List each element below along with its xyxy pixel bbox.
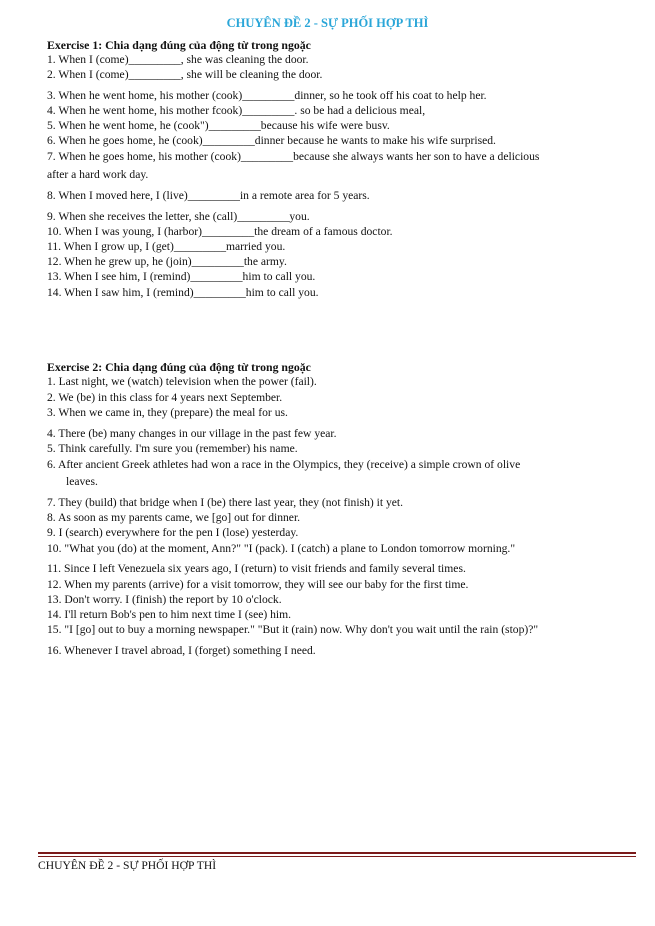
exercise-2-item: 5. Think carefully. I'm sure you (remember) his name. <box>47 442 298 455</box>
exercise-2-item: 11. Since I left Venezuela six years ago, I (return) to visit friends and family several times. <box>47 562 466 575</box>
exercise-1-item: 10. When I was young, I (harbor)_________the dream of a famous doctor. <box>47 225 393 238</box>
exercise-1-item-continuation: after a hard work day. <box>47 168 149 181</box>
exercise-2-heading: Exercise 2: Chia dạng đúng của động từ trong ngoặc <box>47 360 311 374</box>
exercise-2-item: 3. When we came in, they (prepare) the meal for us. <box>47 406 288 419</box>
exercise-2-item: 15. "I [go] out to buy a morning newspaper." "But it (rain) now. Why don't you wait until the rain (stop)?" <box>47 623 539 636</box>
footer-rule <box>38 852 636 854</box>
page-title: CHUYÊN ĐỀ 2 - SỰ PHỐI HỢP THÌ <box>226 16 429 30</box>
exercise-1-item: 1. When I (come)_________, she was cleaning the door. <box>47 53 309 66</box>
exercise-1-item: 7. When he goes home, his mother (cook)_________because she always wants her son to have a delicious <box>47 150 540 163</box>
exercise-2-item: 7. They (build) that bridge when I (be) there last year, they (not finish) it yet. <box>47 496 404 509</box>
exercise-2-item: 6. After ancient Greek athletes had won a race in the Olympics, they (receive) a simple crown of olive <box>47 458 521 471</box>
exercise-1-item: 14. When I saw him, I (remind)_________him to call you. <box>47 286 319 299</box>
exercise-1-item: 6. When he goes home, he (cook)_________dinner because he wants to make his wife surprised. <box>47 134 496 147</box>
exercise-1-item: 2. When I (come)_________, she will be cleaning the door. <box>47 68 323 81</box>
footer-rule <box>38 856 636 857</box>
exercise-1-item: 9. When she receives the letter, she (call)_________you. <box>47 210 310 223</box>
exercise-2-item: 1. Last night, we (watch) television when the power (fail). <box>47 375 317 388</box>
exercise-1-item: 13. When I see him, I (remind)_________him to call you. <box>47 270 316 283</box>
exercise-2-item: 9. I (search) everywhere for the pen I (lose) yesterday. <box>47 526 299 539</box>
exercise-2-item: 10. "What you (do) at the moment, Ann?" "I (pack). I (catch) a plane to London tomorrow morning." <box>47 542 516 555</box>
exercise-1-item: 12. When he grew up, he (join)_________the army. <box>47 255 287 268</box>
exercise-1-item: 11. When I grow up, I (get)_________married you. <box>47 240 286 253</box>
exercise-2-item: 12. When my parents (arrive) for a visit tomorrow, they will see our baby for the first time. <box>47 578 469 591</box>
exercise-1-item: 3. When he went home, his mother (cook)_________dinner, so he took off his coat to help her. <box>47 89 487 102</box>
exercise-1-heading: Exercise 1: Chia dạng đúng của động từ trong ngoặc <box>47 38 311 52</box>
exercise-2-item: 2. We (be) in this class for 4 years next September. <box>47 391 283 404</box>
exercise-2-item: 8. As soon as my parents came, we [go] out for dinner. <box>47 511 301 524</box>
exercise-2-item: 13. Don't worry. I (finish) the report by 10 o'clock. <box>47 593 282 606</box>
exercise-1-item: 4. When he went home, his mother fcook)_________. so be had a delicious meal, <box>47 104 426 117</box>
exercise-2-item: 14. I'll return Bob's pen to him next time I (see) him. <box>47 608 292 621</box>
footer-text: CHUYÊN ĐỀ 2 - SỰ PHỐI HỢP THÌ <box>38 859 217 872</box>
exercise-1-item: 8. When I moved here, I (live)_________in a remote area for 5 years. <box>47 189 370 202</box>
exercise-2-item: 4. There (be) many changes in our village in the past few year. <box>47 427 337 440</box>
exercise-2-item: 16. Whenever I travel abroad, I (forget) something I need. <box>47 644 316 657</box>
exercise-1-item: 5. When he went home, he (cook")_________because his wife were busv. <box>47 119 390 132</box>
exercise-2-item-continuation: leaves. <box>66 475 98 488</box>
